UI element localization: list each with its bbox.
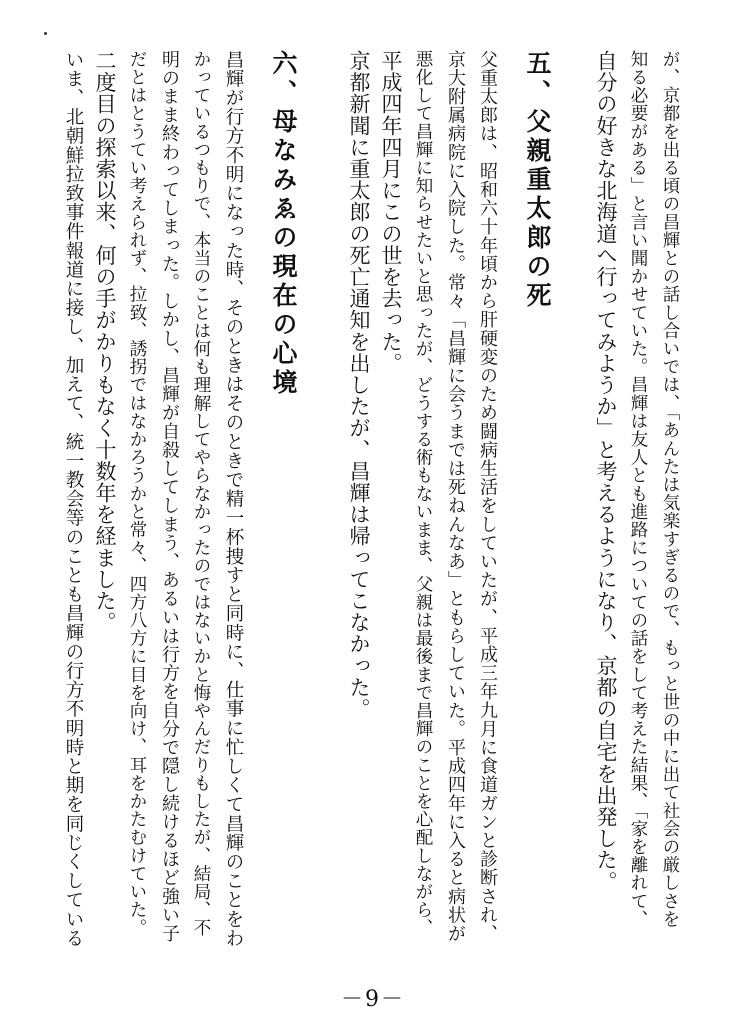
section-6-line-5: 二度目の探索以来、何の手がかりもなく十数年を経ました。	[93, 50, 117, 634]
section-5-line-4: 平成四年四月にこの世を去った。	[379, 50, 403, 374]
section-6-line-4: だとはとうてい考えられず、拉致、誘拐ではなかろうかと常々、四方八方に目を向け、耳をかたむけていた。	[127, 50, 147, 937]
section-6-line-1: 昌輝が行方不明になった時、そのときはそのときで精一杯捜すと同時に、仕事に忙しくて昌輝のことをわ	[223, 50, 244, 948]
section-5-line-2: 京大附属病院に入院した。常々「昌輝に会うまでは死ねんなあ」ともらしていた。平成四年に入ると病状が	[445, 50, 466, 943]
scan-mark	[44, 32, 47, 35]
prev-paragraph-line-1: が、京都を出る頃の昌輝との話し合いでは、「あんたは気楽すぎるので、もっと世の中に出て社会の厳しさを	[660, 50, 680, 929]
section-5-line-3: 悪化して昌輝に知らせたいと思ったが、どうする術もないまま、父親は最後まで昌輝のことを心配しながら、	[413, 50, 433, 937]
section-5-heading: 五、父親重太郎の死	[523, 50, 552, 311]
prev-paragraph-line-3: 自分の好きな北海道へ行ってみようか」と考えるようになり、京都の自宅を出発した。	[594, 50, 618, 893]
section-6-line-3: 明のまま終わってしまった。しかし、昌輝が自殺してしまう、あるいは行方を自分で隠し続けるほど強い子	[159, 50, 180, 943]
section-6-line-2: かっているつもりで、本当のことは何も理解してやらなかったのではないかと悔やんだりもしたが、結局、不	[191, 50, 211, 937]
section-5-line-1: 父重太郎は、昭和六十年頃から肝硬変のため闘病生活をしていたが、平成三年九月に食道ガンと診断され、	[477, 50, 498, 943]
section-5-line-5: 京都新聞に重太郎の死亡通知を出したが、昌輝は帰ってこなかった。	[347, 50, 371, 720]
prev-paragraph-line-2: 知る必要がある」と言い聞かせていた。昌輝は友人とも進路についての話をして考えた結果、「家を離れて、	[628, 50, 648, 929]
section-6-heading: 六、母なみゑの現在の心境	[269, 50, 298, 398]
section-6-line-6: いま、北朝鮮拉致事件報道に接し、加えて、統一教会等のことも昌輝の行方不明時と期を同じくしている	[63, 50, 84, 948]
page-number: －9－	[341, 987, 405, 1012]
